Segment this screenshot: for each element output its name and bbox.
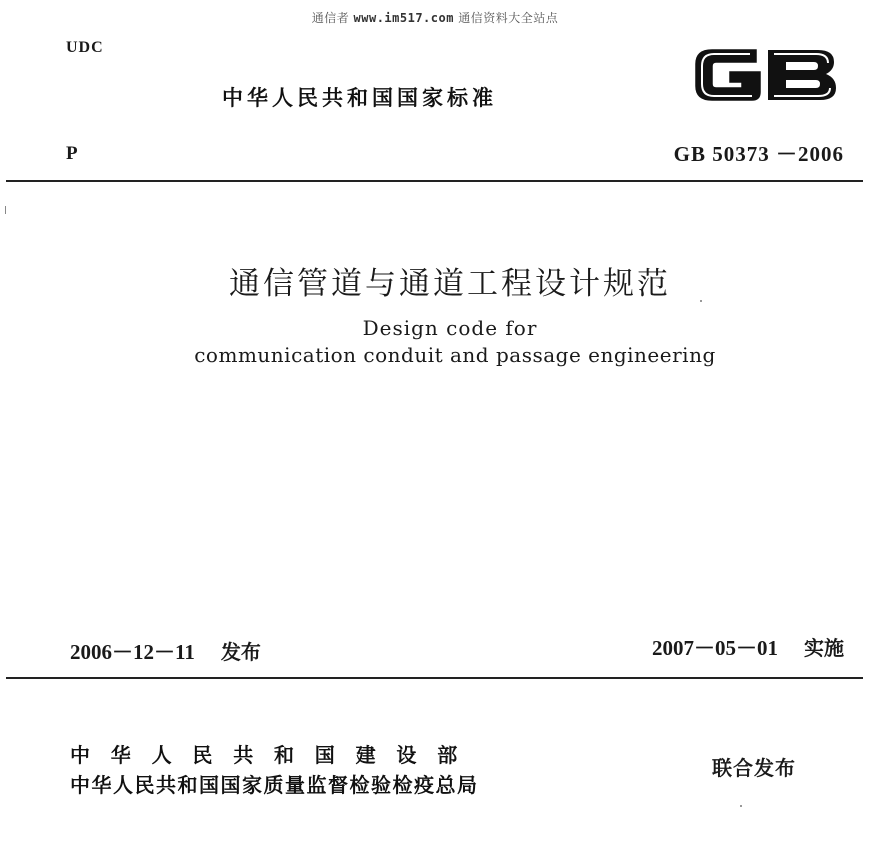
standard-number: GB 50373 －2006: [673, 142, 844, 166]
document-title-english-line2: communication conduit and passage engineering: [194, 343, 716, 367]
implement-label: 实施: [804, 636, 844, 660]
margin-mark: [5, 206, 6, 214]
joint-issue-label: 联合发布: [712, 756, 796, 780]
watermark-suffix: 通信资料大全站点: [458, 11, 559, 25]
issue-date: 2006－12－11: [70, 640, 195, 664]
implement-date-block: [652, 632, 844, 662]
document-title-english-line1: Design code for: [362, 316, 538, 340]
issue-date-block: [70, 636, 261, 666]
watermark-url[interactable]: www.im517.com: [353, 11, 454, 25]
scan-speck: [740, 805, 742, 807]
gb-logo: [690, 42, 840, 108]
issuer-aqsiq: 中华人民共和国国家质量监督检验检疫总局: [70, 773, 479, 797]
document-title-chinese: 通信管道与通道工程设计规范: [229, 266, 671, 302]
implement-date: 2007－05－01: [652, 636, 778, 660]
watermark-prefix: 通信者: [311, 11, 350, 25]
issuer-ministry-of-construction: 中华人民共和国建设部: [70, 743, 478, 767]
issue-label: 发布: [220, 640, 261, 664]
scan-speck: [700, 300, 702, 302]
top-divider: [6, 180, 863, 182]
classification-code: P: [66, 143, 78, 164]
standard-type-title: 中华人民共和国国家标准: [222, 86, 497, 110]
bottom-divider: [6, 677, 863, 679]
watermark-line: [0, 9, 870, 26]
udc-label: UDC: [66, 39, 104, 56]
